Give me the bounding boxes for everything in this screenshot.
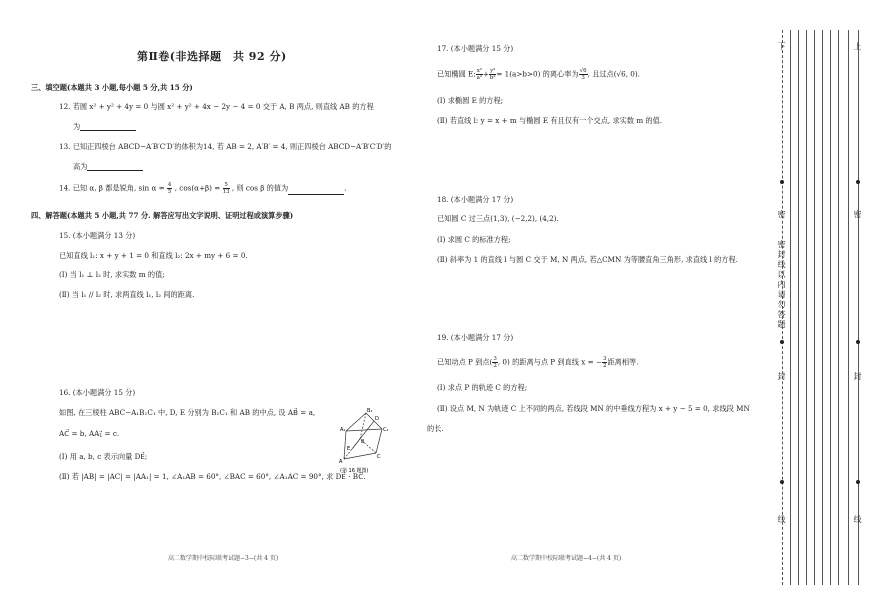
seal-mark-outer-1: 上 xyxy=(853,42,862,50)
right-page xyxy=(408,0,768,597)
seal-mark-inner-1: 下 xyxy=(777,42,786,50)
question-19-title: 19. (本小题满分 17 分) xyxy=(437,333,514,342)
question-19-part1: (Ⅰ) 求点 P 的轨迹 C 的方程; xyxy=(437,383,528,392)
question-18-part1: (Ⅰ) 求圆 C 的标准方程; xyxy=(437,235,511,244)
question-13-line2: 高为 xyxy=(73,162,143,171)
seal-mark-outer-3: 封 xyxy=(853,372,862,380)
binding-dot xyxy=(856,480,860,484)
seal-warning-note: 密封线以内请勿答题 xyxy=(777,240,786,330)
question-16-part1: (Ⅰ) 用 a, b, c 表示向量 DE⃗; xyxy=(59,452,148,461)
section-title: 第Ⅱ卷(非选择题 共 92 分) xyxy=(137,50,287,63)
footer-left: 高二数学期中校际联考试题−3−(共 4 页) xyxy=(168,555,279,562)
seal-mark-inner-3: 封 xyxy=(777,372,786,380)
question-15-part2: (Ⅱ) 当 l₁ // l₂ 时, 求两直线 l₁, l₂ 间的距离. xyxy=(59,290,195,299)
question-16-text2: AC⃗ = b, AA₁⃗ = c. xyxy=(59,429,120,438)
question-12-line2: 为 xyxy=(73,122,136,131)
seal-mark-inner-4: 线 xyxy=(777,515,786,523)
binding-dot xyxy=(780,180,784,184)
binding-dot xyxy=(856,340,860,344)
label-a: A xyxy=(339,459,343,465)
binding-margin xyxy=(768,0,870,597)
question-19-part2-cont: 的长. xyxy=(427,424,444,433)
question-17-title: 17. (本小题满分 15 分) xyxy=(437,44,514,53)
prism-figure xyxy=(326,403,390,475)
question-18-title: 18. (本小题满分 17 分) xyxy=(437,195,514,204)
label-b1: B₁ xyxy=(367,408,373,414)
binding-dot xyxy=(780,340,784,344)
question-17-part1: (Ⅰ) 求椭圆 E 的方程; xyxy=(437,96,504,105)
question-16-title: 16. (本小题满分 15 分) xyxy=(59,388,136,397)
question-17-text: 已知椭圆 E: $\frac{\text{x²}}{\text{a²}}$ + $\frac{\text{y²}}{\text{b²}}$ = 1(a>b>0) 的离心率为 $\frac{√6}{3}$ , 且过点(√6, 0). xyxy=(437,68,640,81)
question-17-part2: (Ⅱ) 若直线 l: y = x + m 与椭圆 E 有且仅有一个交点, 求实数 m 的值. xyxy=(437,116,663,125)
label-d: D xyxy=(375,416,379,422)
question-16-text1: 如图, 在三棱柱 ABC−A₁B₁C₁ 中, D, E 分别为 B₁C₁ 和 AB 的中点, 设 AB⃗ = a, xyxy=(59,408,316,417)
seal-mark-outer-2: 密 xyxy=(853,210,862,218)
question-12-line1: 12. 若圆 x² + y² + 4y = 0 与圆 x² + y² + 4x − 2y − 4 = 0 交于 A, B 两点, 则直线 AB 的方程 xyxy=(59,102,374,111)
question-15-title: 15. (本小题满分 13 分) xyxy=(59,231,136,240)
label-b: B xyxy=(361,439,365,445)
seal-mark-inner-2: 密 xyxy=(777,210,786,218)
question-16-part2: (Ⅱ) 若 |AB| = |AC| = |AA₁| = 1, ∠A₁AB = 60°, ∠BAC = 60°, ∠A₁AC = 90°, 求 DE⃗ · BC⃗. xyxy=(59,472,366,481)
question-19-part2: (Ⅱ) 设点 M, N 为轨迹 C 上不同的两点, 若线段 MN 的中垂线方程为 x + y − 5 = 0, 求线段 MN xyxy=(437,404,750,413)
label-c1: C₁ xyxy=(383,427,389,433)
fraction-cos-sum: $\frac{5}{13}$ xyxy=(222,182,230,195)
question-13-line1: 13. 已知正四棱台 ABCD−A′B′C′D′的体积为14, 若 AB = 2, A′B′ = 4, 则正四棱台 ABCD−A′B′C′D′的 xyxy=(59,142,392,151)
question-18-part2: (Ⅱ) 斜率为 1 的直线 l 与圆 C 交于 M, N 两点, 若△CMN 为等腰直角三角形, 求直线 l 的方程. xyxy=(437,255,738,264)
question-15-text: 已知直线 l₁: x + y + 1 = 0 和直线 l₂: 2x + my + 6 = 0. xyxy=(59,251,248,260)
fill-in-heading: 三、填空题(本题共 3 小题,每小题 5 分,共 15 分) xyxy=(31,83,193,92)
left-page xyxy=(0,0,390,597)
question-18-text: 已知圆 C 过三点(1,3), (−2,2), (4,2). xyxy=(437,214,559,223)
figure-caption: (第 16 题图) xyxy=(340,468,369,474)
binding-dot xyxy=(780,480,784,484)
fraction-sin-alpha: $\frac{4}{5}$ xyxy=(167,182,172,195)
footer-right: 高二数学期中校际联考试题−4−(共 4 页) xyxy=(511,555,622,562)
question-15-part1: (Ⅰ) 当 l₁ ⊥ l₂ 时, 求实数 m 的值; xyxy=(59,270,165,279)
seal-mark-outer-4: 线 xyxy=(853,515,862,523)
label-c: C xyxy=(377,454,381,460)
question-19-text: 已知动点 P 到点( $\frac{3}{2}$ , 0) 的距离与点 P 到直线 x = − $\frac{3}{2}$ 距离相等. xyxy=(437,356,639,369)
answer-heading: 四、解答题(本题共 5 小题,共 77 分. 解答应写出文字说明、证明过程或演算步骤) xyxy=(31,211,294,220)
question-14: 14. 已知 α, β 都是锐角, sin α = $\frac{4}{5}$ , cos(α+β) = $\frac{5}{13}$ , 则 cos β 的值为 . xyxy=(59,182,347,195)
binding-dot xyxy=(856,180,860,184)
label-e: E xyxy=(347,446,351,452)
label-a1: A₁ xyxy=(340,427,346,433)
